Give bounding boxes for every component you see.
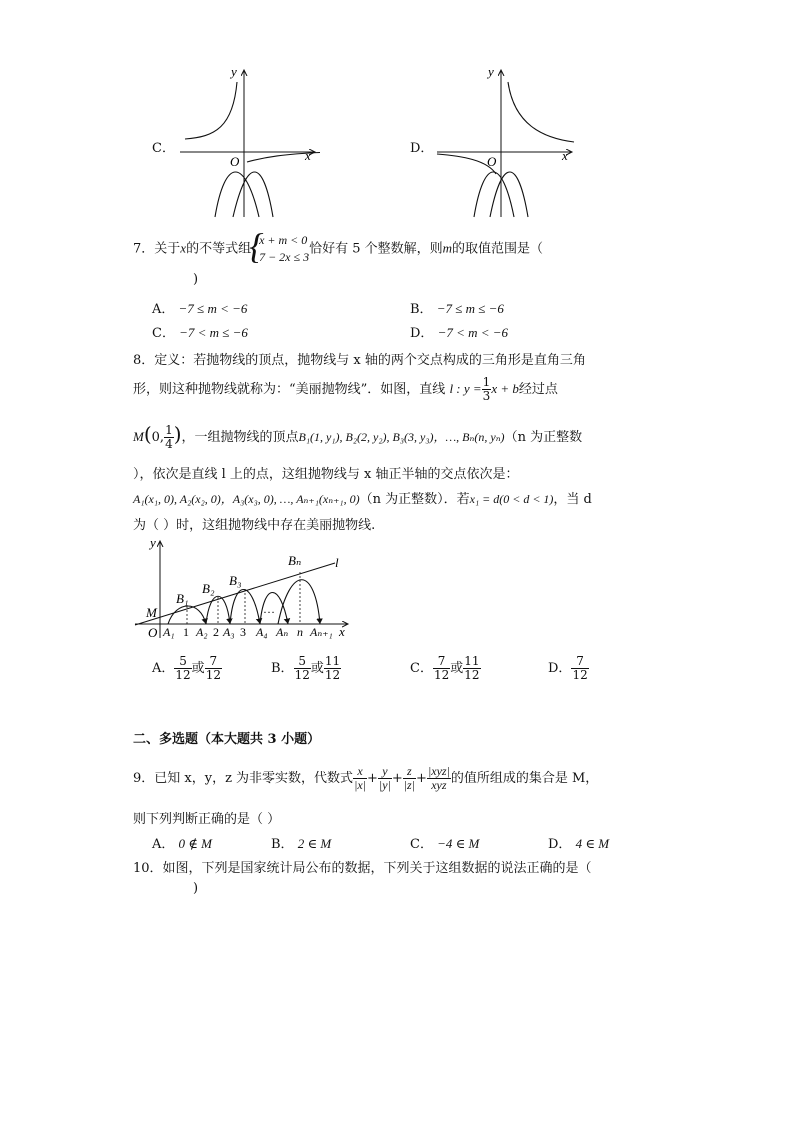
line-eq-rhs: x + b: [491, 381, 519, 396]
graph-c: [175, 62, 325, 220]
tick-1: 1: [183, 625, 189, 639]
frac-d: |z|: [403, 778, 416, 792]
or-word: 或: [191, 661, 205, 676]
frac-b2: [324, 655, 341, 682]
section-2-title: 二、多选题（本大题共 3 小题）: [133, 732, 321, 747]
q7-option-b[interactable]: [410, 298, 504, 317]
a2-label: A₂: [196, 625, 208, 639]
q8-option-b[interactable]: [271, 654, 341, 684]
frac-b1: [294, 655, 311, 682]
q7-option-c[interactable]: [152, 322, 248, 341]
option-label: D．: [548, 661, 572, 676]
q7-var-m: m: [442, 240, 453, 256]
or-word: 或: [450, 661, 464, 676]
frac-n: x: [353, 765, 367, 779]
origin-label: O: [487, 154, 497, 169]
an-label: Aₙ: [276, 625, 289, 639]
q8-line3-text: ，一组抛物线的顶点: [181, 430, 299, 445]
bn-label: Bₙ: [288, 553, 302, 568]
line-l-label: l: [335, 555, 339, 570]
q8-figure: [130, 535, 360, 643]
or-word: 或: [310, 661, 324, 676]
q7-var-x: x: [180, 240, 187, 256]
frac-a2: [205, 655, 222, 682]
option-text: −7 ≤ m < −6: [178, 301, 248, 316]
frac-d: |y|: [378, 778, 391, 792]
sys-line-1: { x + m < 0: [259, 233, 308, 247]
option-c-label: C．: [152, 141, 175, 156]
option-d-label: D．: [410, 141, 434, 156]
option-label: B．: [271, 837, 294, 852]
q7-prefix: 7．关于: [133, 241, 181, 257]
parabola-1: [215, 172, 259, 217]
frac-d: 3: [482, 389, 491, 403]
frac-d: 12: [294, 668, 310, 682]
x-label: x: [562, 148, 568, 163]
plus-sign: +: [391, 771, 403, 786]
inequality-system: [251, 232, 309, 266]
plus-sign: +: [367, 771, 378, 786]
frac-c2: [463, 655, 480, 682]
plus-sign: +: [416, 771, 427, 786]
q9-option-b[interactable]: [271, 833, 331, 852]
a1-label: A₁: [163, 625, 175, 639]
q8-line2a: 形，则这种抛物线就称为：“美丽抛物线”．如图，直线: [133, 382, 446, 397]
tick-n: n: [297, 625, 303, 639]
option-text: 4 ∈ M: [575, 836, 610, 851]
q8-line-6: 为（ ）时，这组抛物线中存在美丽抛物线.: [133, 518, 376, 533]
frac-d: 12: [572, 668, 588, 682]
frac-n: 11: [464, 654, 480, 668]
frac-n: 1: [482, 375, 491, 389]
option-label: A．: [152, 837, 175, 852]
frac-n: 5: [294, 655, 311, 669]
b1-label: B₁: [176, 591, 189, 606]
option-label: B．: [410, 302, 433, 317]
tick-2: 2: [213, 625, 219, 639]
q10-close-paren: ): [193, 881, 199, 896]
x-label: x: [305, 148, 311, 163]
q8-line-3: M(0, $\frac{1}{4}$ )，一组抛物线的顶点B₁(1, y₁), B₂(2, y₂), B₃(3, y₃)，…, Bₙ(n, yₙ)（n 为正整数: [133, 422, 583, 451]
frac-c1: [433, 655, 450, 682]
q9-option-c[interactable]: [410, 833, 479, 852]
q8-line-2: [133, 376, 558, 403]
frac-n: 7: [205, 655, 222, 669]
q7-suffix: 的取值范围是（: [452, 241, 544, 257]
q7-close-paren: ): [193, 272, 199, 287]
q9-suffix: 的值所组成的集合是 M，: [450, 771, 599, 786]
parabola-bn: [278, 580, 320, 624]
question-10: 10．如图，下列是国家统计局公布的数据，下列关于这组数据的说法正确的是（: [133, 861, 592, 876]
option-label: D．: [410, 326, 434, 341]
x-label: x: [339, 624, 345, 639]
question-9: [133, 762, 598, 796]
an1-label: Aₙ₊₁: [310, 625, 333, 639]
hyperbola-branch-right: [508, 82, 574, 142]
option-text: 0 ∉ M: [178, 836, 212, 851]
sys-line-2: 7 − 2x ≤ 3: [259, 250, 310, 264]
q9-option-d[interactable]: [548, 833, 609, 852]
frac-n: 5: [174, 655, 191, 669]
frac-n: z: [403, 765, 416, 779]
option-label: C．: [152, 326, 175, 341]
frac-d: |x|: [354, 778, 366, 792]
a4-label: A₄: [256, 625, 268, 639]
vertex-points: B₁(1, y₁), B₂(2, y₂), B₃(3, y₃)，…, Bₙ(n, yₙ): [298, 430, 505, 444]
q9-prefix: 9．已知 x，y，z 为非零实数，代数式: [133, 771, 354, 786]
line-eq-lhs: l : y =: [449, 381, 482, 396]
q8-line-5: [133, 488, 592, 507]
frac-one-third: [482, 376, 492, 403]
q8-line5-tail: （n 为正整数）．若: [359, 492, 470, 507]
option-label: C．: [410, 661, 433, 676]
y-label: y: [231, 64, 237, 79]
point-m-x: 0,: [151, 430, 165, 445]
q9-option-a[interactable]: [152, 833, 212, 852]
frac-d: 12: [324, 668, 341, 682]
q8-option-c[interactable]: [410, 654, 481, 684]
q8-line5-end: ，当 d: [553, 492, 592, 507]
y-label: y: [150, 535, 156, 550]
frac-n: |xyz|: [427, 764, 450, 778]
frac-xyz: [427, 765, 451, 792]
q9-line-2: 则下列判断正确的是（ ）: [133, 812, 281, 827]
ellipsis: …: [263, 602, 275, 616]
y-label: y: [488, 64, 494, 79]
frac-x: [353, 765, 367, 792]
frac-d: 12: [464, 668, 480, 682]
frac-d: 12: [205, 668, 221, 682]
option-label: D．: [548, 837, 572, 852]
q8-option-d[interactable]: [548, 654, 589, 684]
q8-line2b: 经过点: [518, 382, 558, 397]
frac-n: 11: [324, 654, 341, 668]
frac-d: xyz: [431, 778, 447, 792]
option-text: −7 < m ≤ −6: [179, 325, 248, 340]
frac-d: 4: [165, 437, 173, 451]
intersection-points: A₁(x₁, 0), A₂(x₂, 0)，A₃(x₃, 0), …, Aₙ₊₁(xₙ₊₁, 0): [133, 492, 360, 506]
origin-label: O: [230, 154, 240, 169]
option-label: B．: [271, 661, 294, 676]
frac-n: 1: [165, 423, 173, 437]
frac-d: 12: [433, 668, 450, 682]
q8-line3-tail: （n 为正整数: [504, 430, 583, 445]
parabola-1: [474, 172, 514, 217]
origin-label: O: [148, 625, 158, 640]
hyperbola-branch-left: [185, 82, 237, 139]
option-label: A．: [152, 661, 175, 676]
point-m-label: M: [133, 429, 144, 444]
q7-mid2: 恰好有 5 个整数解，则: [309, 241, 443, 257]
frac-one-quarter: [164, 424, 174, 451]
b3-label: B₃: [229, 573, 242, 588]
q7-option-a[interactable]: [152, 298, 247, 317]
option-text: 2 ∈ M: [297, 836, 332, 851]
q7-mid1: 的不等式组: [186, 241, 252, 257]
frac-n: 7: [433, 655, 450, 669]
frac-n: 7: [571, 655, 588, 669]
graph-d: [432, 62, 582, 220]
option-label: C．: [410, 837, 433, 852]
frac-d1: [571, 655, 588, 682]
q8-option-a[interactable]: [152, 654, 222, 684]
x1-condition: x₁ = d(0 < d < 1): [469, 492, 554, 506]
q7-option-d[interactable]: [410, 322, 508, 341]
a3-label: A₃: [223, 625, 235, 639]
frac-a1: [174, 655, 191, 682]
point-m-label: M: [146, 605, 157, 620]
q8-line-1: 8．定义：若抛物线的顶点，抛物线与 x 轴的两个交点构成的三角形是直角三角: [133, 353, 586, 368]
option-text: −7 < m < −6: [437, 325, 509, 340]
q8-line-4: ），依次是直线 l 上的点，这组抛物线与 x 轴正半轴的交点依次是：: [133, 467, 519, 482]
b2-label: B₂: [202, 581, 215, 596]
frac-z: [403, 765, 416, 792]
tick-3: 3: [240, 625, 246, 639]
option-label: A．: [152, 302, 175, 317]
frac-d: 12: [175, 668, 191, 682]
question-7: [133, 232, 543, 266]
frac-y: [378, 765, 392, 792]
frac-n: y: [378, 765, 392, 779]
option-text: −7 ≤ m ≤ −6: [436, 301, 504, 316]
option-text: −4 ∈ M: [437, 836, 480, 851]
